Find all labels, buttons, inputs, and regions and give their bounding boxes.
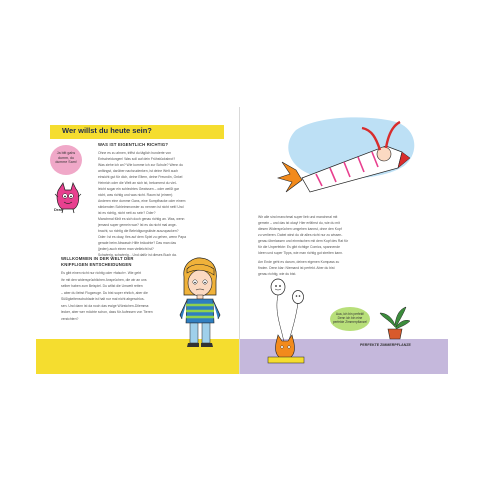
- body-line: diesen Widersprüchen umgehen kannst, ohne den Kopf: [258, 227, 342, 231]
- body-line: verzichten?: [61, 316, 79, 321]
- body-line: Süßigkeitenschublade ist halt nur mal nicht abgeschlos-: [61, 297, 145, 301]
- body-line: ihr mit den widersprüchlichen Ansprüchen, die wir an uns: [61, 277, 147, 282]
- body-line: Wir alle sind manchmal super lieb und manchmal mit: [258, 215, 338, 219]
- body-line: Oder: Ist es okay, fies auf dem Spiel zu gehen, wenn Papa: [98, 235, 186, 239]
- body-line: Ohne es zu ahnen, triffst du täglich hunderte von: [98, 151, 172, 155]
- body-line: Anderen eine dumme Gans, eine Sumpfbacke oder einem: [98, 199, 186, 203]
- section-title-right-or-wrong: WAS IST EIGENTLICH RICHTIG?: [98, 142, 169, 147]
- page-headline: Wer willst du heute sein?: [62, 126, 152, 135]
- body-line: (jeden) auch einen man vielleicht ist?: [98, 247, 154, 251]
- body-line: genau überlassen und einmischen mit dem Kopf des Rat für: [258, 239, 349, 243]
- bubble-line: Ja bitt gahs: [56, 151, 76, 155]
- section-body-tricky-decisions: [61, 270, 153, 322]
- plant-speech-bubble: [330, 307, 370, 331]
- body-line: jemand super gemein war? Ist es da nicht mal ange-: [98, 223, 177, 227]
- body-line: leicht sogar ein schlechtes Gewissen – oder weißt gar: [98, 187, 180, 191]
- right-paragraph-2: [258, 259, 339, 277]
- bubble-line: Aua, ich bin perfekt!: [335, 312, 365, 316]
- body-line: bracht, so richtig die Beleidigungskiste auszupacken?: [98, 229, 179, 233]
- body-line: Entscheidungen! Was soll auf dein Frühstücksbrot?: [98, 157, 176, 161]
- section-body-right-or-wrong: [98, 150, 186, 258]
- title-line: WILLKOMMEN IN DER WELT DER: [61, 256, 134, 261]
- body-line: Es gibt einen nicht nur richtig oder »falsch«. Wie geht: [61, 271, 142, 275]
- body-line: Am Ende geht es darum, deinen eigenen Kompass zu: [258, 260, 340, 264]
- girl-illustration: [174, 257, 226, 353]
- body-line: sen. Und dann ist da noch das ewige Würstchen-Dilemma:: [61, 303, 150, 308]
- bubble-line: perfekte Zimmerpflanze!: [332, 320, 368, 325]
- body-line: für die Unperfekte: Es gibt richtige Comics, spannende: [258, 245, 340, 249]
- right-paragraph-1: [258, 214, 348, 256]
- body-line: ist es richtig, nicht nett zu sein? Oder?: [98, 211, 156, 215]
- title-line: KNIFFLIGEN ENTSCHEIDUNGEN: [61, 262, 132, 267]
- body-line: gerade beim Abwasch Hilfe bräuchte? Das man das: [98, 241, 177, 245]
- monster-label: Drafi: [54, 207, 64, 212]
- balloon-cat-illustration: [258, 277, 328, 367]
- body-line: Manchmal fühlt es sich doch genau richtig an. Was, wenn: [98, 217, 185, 221]
- body-line: lecker, aber wer möchte schon, dass für Aufessen von Tieren: [61, 310, 153, 314]
- rocket-illustration: [276, 112, 426, 202]
- body-line: einsicht gut für dich, deine Eltern, deine Freundin, Onkel: [98, 175, 183, 179]
- bubble-line: Denn ich bin eine: [337, 316, 363, 321]
- left-page: [36, 107, 240, 374]
- body-line: selber haben zum Beispiel. Du willst die Umwelt retten: [61, 284, 143, 288]
- body-line: zu verlieren. Dabei wirst du dir alles nicht nur zu wissen-: [258, 233, 343, 237]
- body-line: – aber du liebst Flugzeuge. Du bist super ehrlich, aber die: [61, 290, 148, 295]
- bubble-line: dumme Sam!: [55, 160, 77, 164]
- plant-label: PERFEKTE ZIMMERPFLANZE: [360, 343, 411, 347]
- body-line: gemein – und das ist okay! Hier erfährst du, wie du mit: [258, 221, 340, 225]
- body-line: Was ziehe ich an? Wie komme ich zur Schule? Wenn du: [98, 163, 183, 167]
- section-title-tricky-decisions: [61, 256, 134, 268]
- bubble-line: dumm, du: [58, 155, 74, 160]
- body-line: anfängst, darüber nachzudenken, ist deine Welt auch: [98, 169, 179, 173]
- body-line: Ideen und super Tipps, wie man richtig gut streiten kann.: [258, 251, 344, 255]
- right-page: [240, 107, 448, 374]
- body-line: finden. Denn klar: Niemand ist perfekt. Aber du bist: [258, 266, 335, 270]
- potted-plant-illustration: [378, 305, 412, 341]
- body-line: Schwierig, schwierig... Und dafür ist dieses Buch da.: [98, 253, 177, 257]
- body-line: stinkenden Schleimmonster zu nennen ist nicht nett! Und: [98, 205, 184, 209]
- body-line: Heinrich oder die Welt an sich ist, bekommst du viel-: [98, 181, 177, 185]
- monster-speech-bubble: [50, 145, 82, 175]
- body-line: genau richtig, wie du bist.: [258, 272, 297, 276]
- body-line: nicht, was richtig und was nicht. Raum ist (einem): [98, 193, 173, 197]
